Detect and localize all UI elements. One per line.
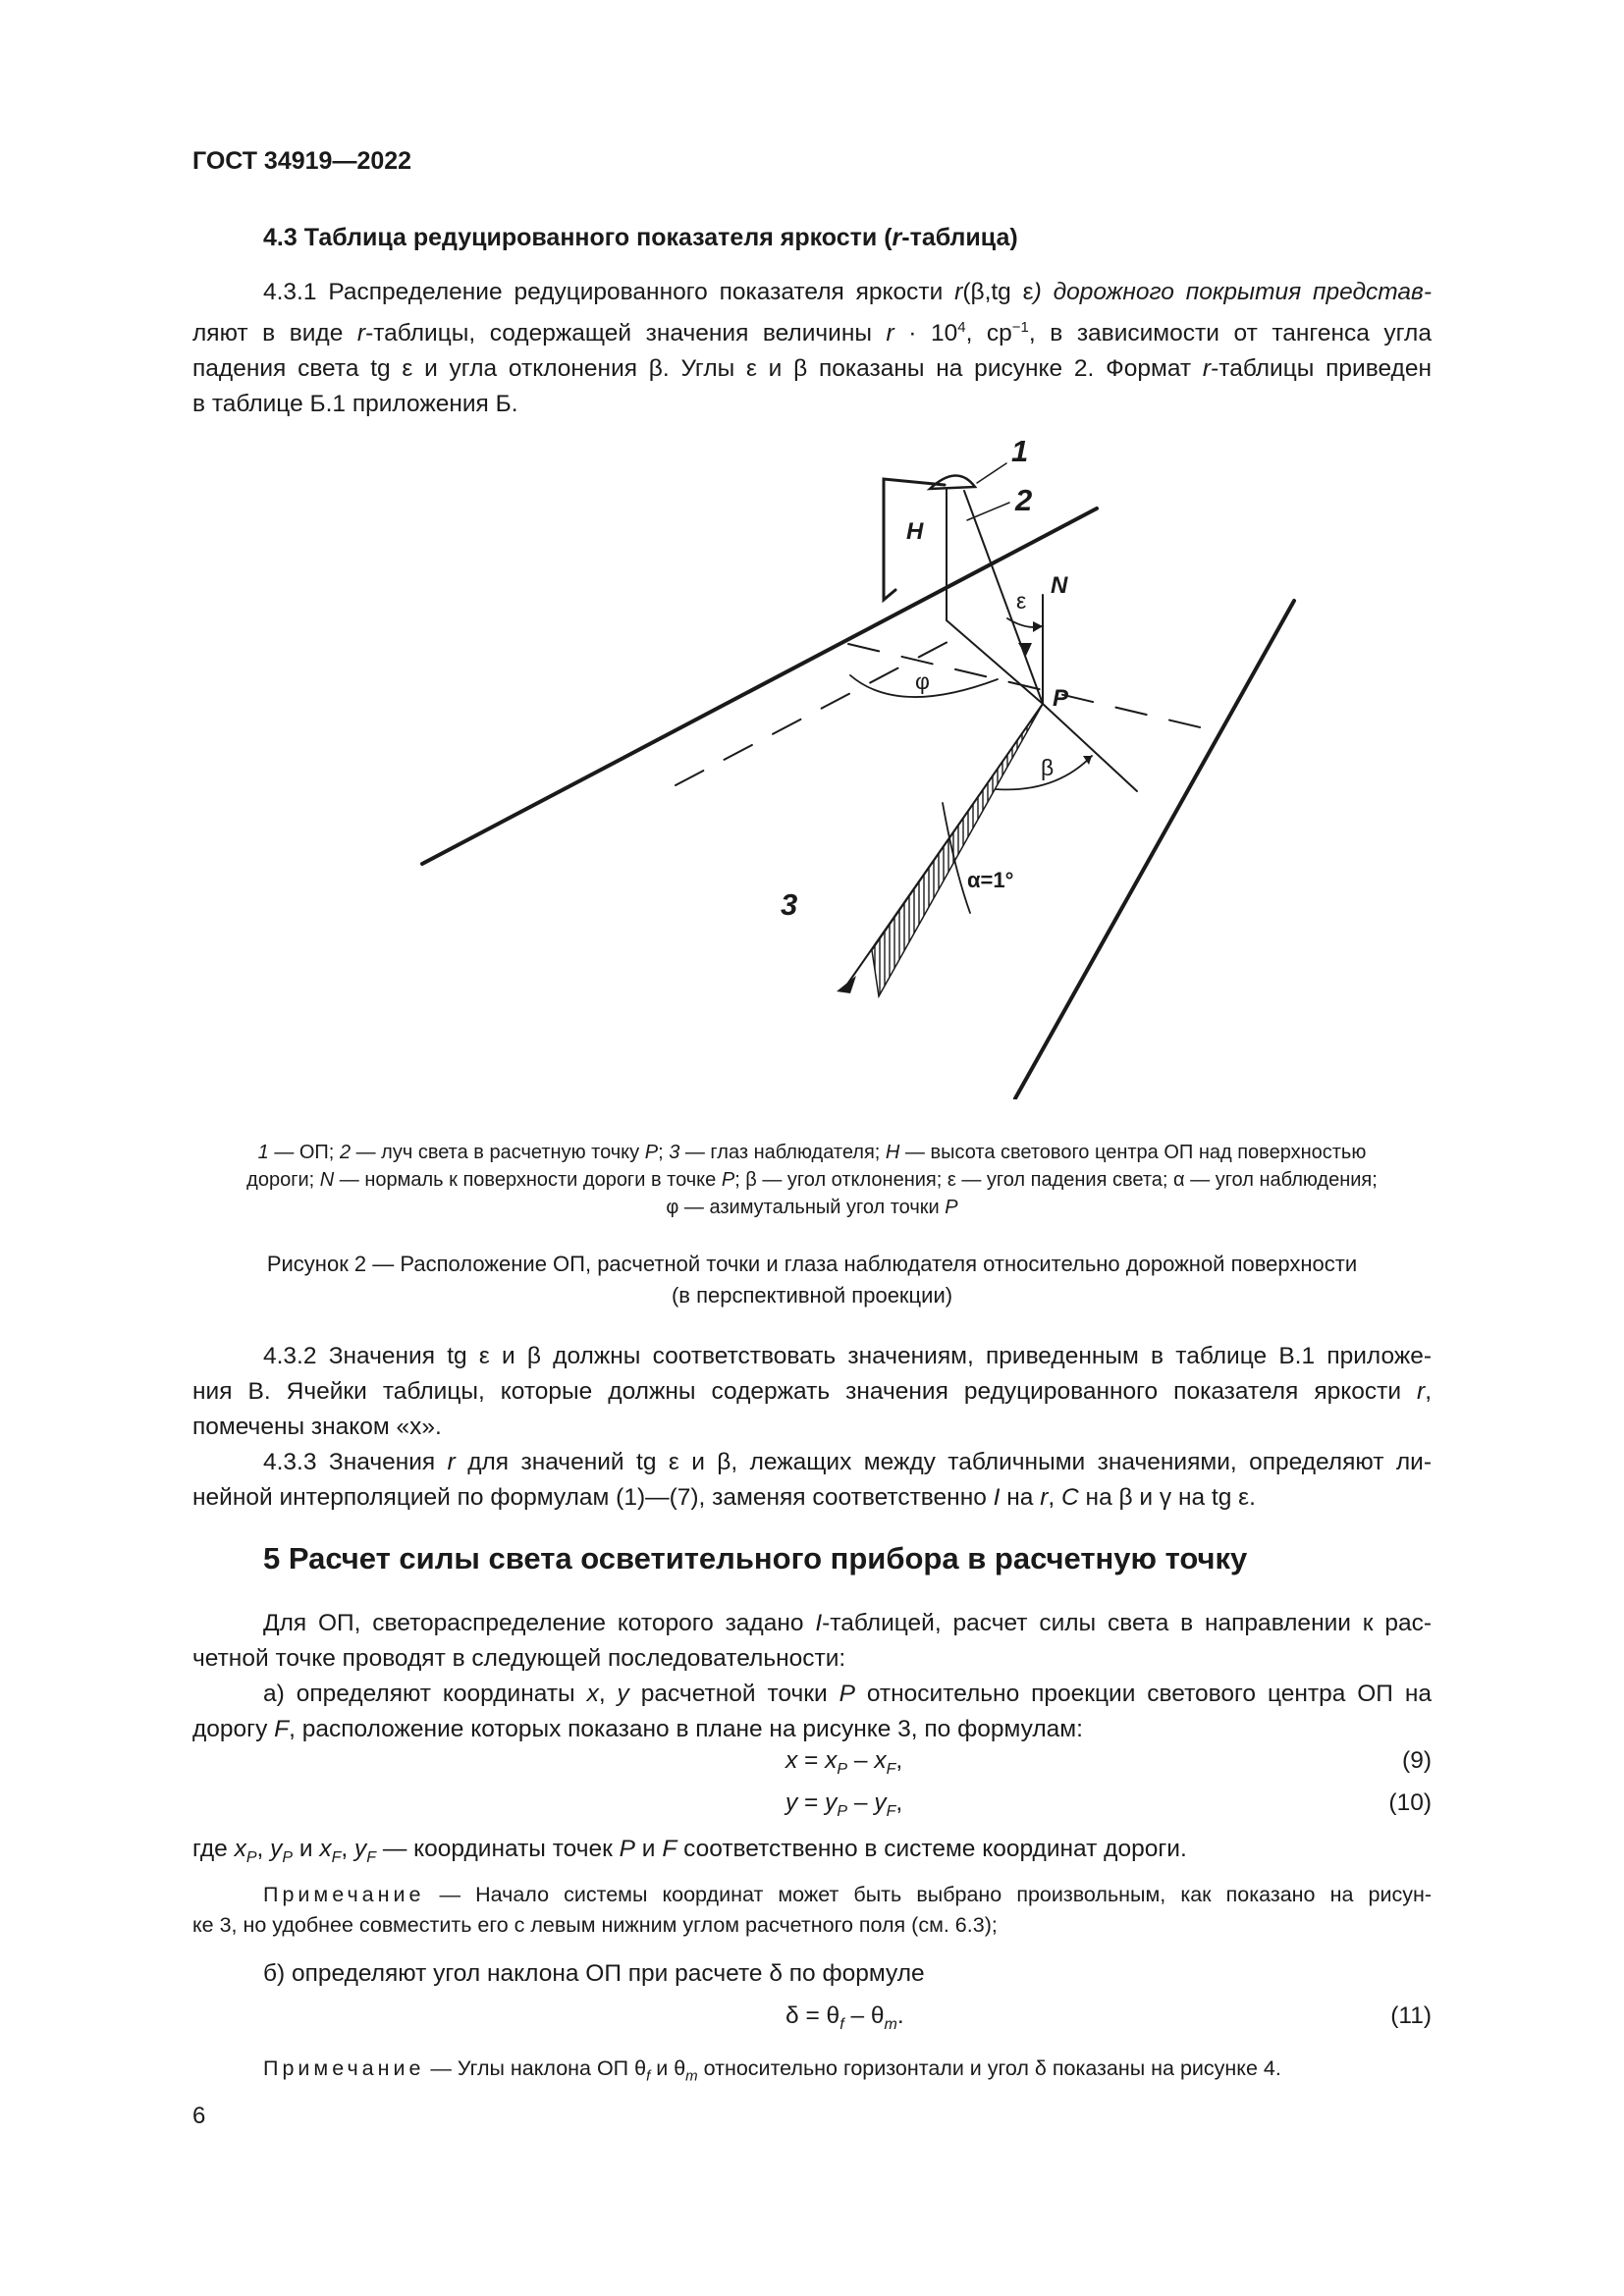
where-line: где $x_P$, $y_P$ и $x_F$, $y_F$ — координаты точек P и F соответственно в системе координат дороги.: [192, 1836, 1187, 1866]
label-beta: β: [1041, 755, 1055, 780]
step-b: б) определяют угол наклона ОП при расчете δ по формуле: [263, 1960, 925, 1987]
note-2: Примечание — Углы наклона ОП $\theta_f$ и $\theta_m$ относительно горизонтали и угол δ показаны на рисунке 4.: [263, 2056, 1281, 2085]
label-H: H: [906, 518, 924, 545]
paragraph-4-3-3: 4.3.3 Значения r для значений tg ε и β, лежащих между табличными значениями, определяют ли- нейной интерполяцией по формулам (1)—(7), заменяя соответственно I на r, C на β и γ на tg ε.: [192, 1449, 1432, 1511]
eye-marker: [837, 976, 856, 993]
label-2: 2: [1015, 483, 1033, 517]
equation-10: $y = y_P - y_F$,: [785, 1789, 903, 1820]
equation-10-number: (10): [1388, 1789, 1432, 1816]
leader-2: [967, 503, 1009, 520]
figure-2-legend: 1 — ОП; 2 — луч света в расчетную точку P; 3 — глаз наблюдателя; H — высота светового центра ОП над поверхностью дороги; N — нормаль к поверхности дороги в точке P; β — угол отклонения; ε — угол падения света; α — угол наблюдения; φ — азимутальный угол точки P: [246, 1142, 1378, 1218]
figure-2-caption: Рисунок 2 — Расположение ОП, расчетной точки и глаза наблюдателя относительно дорожной поверхности (в перспективной проекции): [266, 1252, 1358, 1308]
equation-11: $\delta = \theta_f - \theta_m$.: [785, 2002, 904, 2033]
dashed-line-left: [676, 642, 947, 785]
label-epsilon: ε: [1016, 588, 1027, 614]
page-number: 6: [192, 2103, 206, 2129]
label-phi: φ: [915, 668, 930, 694]
equation-11-number: (11): [1390, 2002, 1432, 2029]
paragraph-4-3-2: 4.3.2 Значения tg ε и β должны соответствовать значениям, приведенным в таблице В.1 приложе- ния В. Ячейки таблицы, которые должны содержать значения редуцированного показателя яркости r, помечены знаком «х».: [192, 1343, 1432, 1440]
equation-9: $x = x_P - x_F$,: [785, 1747, 903, 1778]
dashed-line-right: [848, 644, 1213, 730]
road-left-edge: [422, 508, 1097, 864]
figure-2-diagram: [0, 0, 1624, 1099]
label-1: 1: [1011, 434, 1029, 468]
equation-9-number: (9): [1402, 1747, 1432, 1774]
paragraph-4-3-1: 4.3.1 Распределение редуцированного показателя яркости r(β,tg ε) дорожного покрытия представ- ляют в виде r-таблицы, содержащей значения величины $r \cdot 10^4$, $ср^{-1}$, в зависимости от тангенса угла падения света tg ε и угла отклонения β. Углы ε и β показаны на рисунке 2. Формат r-таблицы приведен в таблице Б.1 приложения Б.: [192, 279, 1433, 418]
label-P: P: [1053, 685, 1069, 712]
ray-arrow: [1018, 643, 1032, 656]
eye-line: [846, 704, 1043, 986]
light-ray: [964, 491, 1043, 704]
label-alpha: α=1°: [967, 868, 1014, 892]
road-right-edge: [1015, 601, 1294, 1098]
note-1: Примечание — Начало системы координат может быть выбрано произвольным, как показано на рисун- ке 3, но удобнее совместить его с левым нижним углом расчетного поля (см. 6.3);: [192, 1883, 1432, 1937]
luminaire: [930, 475, 975, 489]
section-4-3-heading: 4.3 Таблица редуцированного показателя яркости (r-таблица): [263, 224, 1018, 251]
label-3: 3: [781, 887, 798, 922]
document-code: ГОСТ 34919—2022: [192, 147, 412, 175]
section-5-heading: 5 Расчет силы света осветительного прибора в расчетную точку: [263, 1541, 1248, 1575]
leader-1: [977, 463, 1006, 483]
observation-beam: [872, 704, 1043, 996]
label-N: N: [1051, 572, 1068, 599]
section-5-intro: Для ОП, светораспределение которого задано I-таблицей, расчет силы света в направлении к рас- четной точке проводят в следующей последовательности: а) определяют координаты x, y расчетной точки P относительно проекции светового центра ОП на дорогу F, расположение которых показано в плане на рисунке 3, по формулам:: [192, 1610, 1432, 1742]
beta-line: [1043, 704, 1137, 791]
